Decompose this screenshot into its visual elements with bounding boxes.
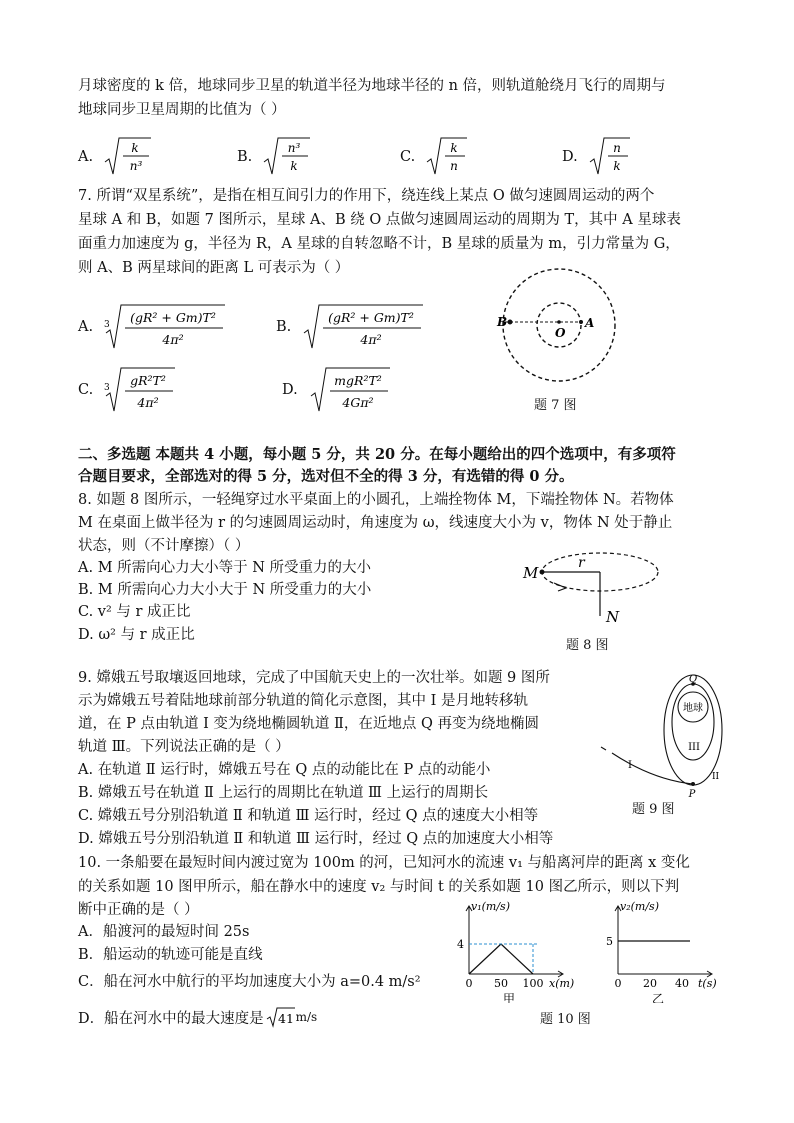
q7-option-c	[78, 366, 179, 414]
y-axis-label: v₂(m/s)	[620, 900, 659, 913]
q9-option-d: D. 嫦娥五号分别沿轨道 Ⅱ 和轨道 Ⅲ 运行时，经过 Q 点的加速度大小相等	[78, 831, 554, 847]
y-tick-label: 4	[457, 938, 464, 951]
q7-option-d-formula	[308, 366, 394, 414]
formula-den: 4π²	[137, 395, 159, 410]
label-ii: II	[712, 772, 720, 782]
formula-den: k	[290, 159, 298, 173]
x-axis-label: x(m)	[549, 977, 575, 990]
figure-10-chart-yi	[600, 898, 725, 1003]
option-letter: B.	[276, 319, 292, 335]
figure-7-caption: 题 7 图	[534, 398, 577, 413]
q7-line-2: 星球 A 和 B，如题 7 图所示，星球 A、B 绕 O 点做匀速圆周运动的周期为 T，其中 A 星球表	[78, 212, 681, 228]
q6-option-d-formula	[588, 136, 634, 178]
q6-option-b-formula	[262, 136, 312, 178]
q8-line-3: 状态，则（不计摩擦）（ ）	[78, 538, 250, 554]
q7-option-a-formula	[103, 303, 228, 351]
label-q: Q	[688, 674, 698, 685]
label-a: A	[585, 316, 595, 330]
q9-option-b: B. 嫦娥五号在轨道 Ⅱ 上运行的周期比在轨道 Ⅲ 上运行的周期长	[78, 785, 489, 801]
q8-line-2: M 在桌面上做半径为 r 的匀速圆周运动时，角速度为 ω，线速度大小为 v，物体 N 处于静止	[78, 515, 673, 531]
label-m: M	[523, 564, 539, 582]
label-iii: III	[688, 742, 700, 753]
label-b: B	[497, 315, 508, 329]
formula-den: 4π²	[162, 332, 184, 347]
option-letter: A.	[78, 319, 94, 335]
formula-den: k	[613, 159, 621, 173]
q6-option-a-formula	[103, 136, 153, 178]
orbit-i-dash	[601, 747, 606, 750]
formula-num: k	[450, 141, 458, 155]
formula-num: (gR² + Gm)T²	[130, 310, 216, 325]
star-b-point	[508, 320, 513, 325]
x-tick-label: 0	[465, 977, 473, 990]
x-tick-label: 0	[614, 977, 622, 990]
motion-arrow-icon	[554, 583, 566, 591]
q7-option-b	[276, 303, 426, 351]
q6-option-b	[237, 136, 312, 178]
figure-10-caption: 题 10 图	[540, 1012, 591, 1027]
x-tick-label: 20	[643, 977, 657, 990]
x-tick-label: 40	[675, 977, 689, 990]
center-o-point	[557, 320, 561, 324]
q7-option-d	[282, 366, 394, 414]
q8-option-b: B. M 所需向心力大小大于 N 所受重力的大小	[78, 582, 372, 598]
y-axis-label: v₁(m/s)	[471, 900, 510, 913]
q7-line-4: 则 A、B 两星球间的距离 L 可表示为（ ）	[78, 260, 350, 276]
option-letter: C.	[78, 382, 94, 398]
q9-option-a: A. 在轨道 Ⅱ 运行时，嫦娥五号在 Q 点的动能比在 P 点的动能小	[78, 762, 491, 778]
q9-line-3: 道，在 P 点由轨道 I 变为绕地椭圆轨道 Ⅱ，在近地点 Q 再变为绕地椭圆	[78, 716, 539, 732]
label-p: P	[688, 789, 696, 800]
label-n: N	[606, 608, 620, 626]
figure-7-binary-star	[495, 262, 625, 392]
chart-title: 乙	[651, 992, 665, 1003]
label-o: O	[555, 326, 566, 340]
sqrt-41-formula	[266, 1006, 296, 1028]
q6-option-a	[78, 136, 153, 178]
formula-den: n³	[129, 159, 143, 173]
option-letter: B.	[237, 149, 253, 165]
y-tick-label: 5	[606, 935, 613, 948]
x-tick-label: 50	[494, 977, 508, 990]
option-letter: D.	[562, 149, 578, 165]
x-tick-label: 100	[522, 977, 544, 990]
chart-title: 甲	[502, 992, 516, 1003]
q7-line-3: 面重力加速度为 g，半径为 R，A 星球的自转忽略不计，B 星球的质量为 m，引力常量为 G，	[78, 236, 680, 252]
q9-line-4: 轨道 Ⅲ。下列说法正确的是（ ）	[78, 739, 290, 755]
q6-option-c	[400, 136, 471, 178]
label-earth: 地球	[683, 703, 703, 714]
formula-den: n	[450, 159, 459, 173]
q8-option-a: A. M 所需向心力大小等于 N 所受重力的大小	[78, 560, 372, 576]
q9-option-c: C. 嫦娥五号分别沿轨道 Ⅱ 和轨道 Ⅲ 运行时，经过 Q 点的速度大小相等	[78, 808, 539, 824]
figure-8-rope-circle	[518, 548, 668, 628]
q10-option-d-unit: m/s	[295, 1010, 318, 1024]
figure-8-caption: 题 8 图	[566, 638, 609, 653]
q8-line-1: 8. 如题 8 图所示，一轻绳穿过水平桌面上的小圆孔，上端拴物体 M，下端拴物体 N。若物体	[78, 492, 674, 508]
q9-line-1: 9. 嫦娥五号取壤返回地球，完成了中国航天史上的一次壮举。如题 9 图所	[78, 670, 550, 686]
sqrt-radicand: 41	[277, 1011, 294, 1026]
q10-line-3: 断中正确的是（ ）	[78, 902, 199, 918]
q10-option-c: C．船在河水中航行的平均加速度大小为 a=0.4 m/s²	[78, 974, 421, 990]
q6-line-2: 地球同步卫星周期的比值为（ ）	[78, 102, 286, 118]
formula-den: 4π²	[360, 332, 382, 347]
formula-num: mgR²T²	[333, 373, 382, 388]
q9-line-2: 示为嫦娥五号着陆地球前部分轨道的简化示意图，其中 I 是月地转移轨	[78, 693, 528, 709]
orbit-b	[503, 269, 615, 381]
q10-option-d-text: D．船在河水中的最大速度是	[78, 1010, 264, 1027]
option-letter: A.	[78, 149, 94, 165]
formula-num: n³	[287, 141, 301, 155]
x-axis-label: t(s)	[698, 977, 717, 990]
option-letter: C.	[400, 149, 416, 165]
section-2-header-line-2: 合题目要求，全部选对的得 5 分，选对但不全的得 3 分，有选错的得 0 分。	[78, 468, 574, 485]
section-2-header-line-1: 二、多选题 本题共 4 小题，每小题 5 分，共 20 分。在每小题给出的四个选项中，有多项符	[78, 446, 676, 463]
q7-option-a	[78, 303, 228, 351]
series-line	[469, 944, 533, 974]
orbit-i	[612, 753, 693, 784]
figure-9-caption: 题 9 图	[632, 802, 675, 817]
figure-10-chart-jia	[455, 898, 600, 1003]
q10-line-1: 10. 一条船要在最短时间内渡过宽为 100m 的河，已知河水的流速 v₁ 与船离河岸的距离 x 变化	[78, 855, 690, 871]
label-i: I	[628, 760, 632, 771]
option-letter: D.	[282, 382, 298, 398]
figure-9-orbits	[598, 672, 728, 800]
q7-option-c-formula	[103, 366, 179, 414]
q6-line-1: 月球密度的 k 倍，地球同步卫星的轨道半径为地球半径的 n 倍，则轨道舱绕月飞行的周期与	[78, 78, 666, 94]
root-index: 3	[104, 383, 110, 393]
formula-den: 4Gπ²	[342, 395, 374, 410]
point-p	[691, 782, 695, 786]
star-a-point	[579, 320, 583, 324]
formula-num: gR²T²	[130, 373, 167, 388]
q10-option-d	[78, 1006, 317, 1028]
formula-num: k	[131, 141, 139, 155]
q10-line-2: 的关系如题 10 图甲所示，船在静水中的速度 v₂ 与时间 t 的关系如题 10 图乙所示，则以下判	[78, 879, 680, 895]
formula-num: n	[612, 141, 621, 155]
q7-line-1: 7. 所谓“双星系统”，是指在相互间引力的作用下，绕连线上某点 O 做匀速圆周运动的两个	[78, 188, 655, 204]
q10-option-a: A．船渡河的最短时间 25s	[78, 924, 250, 940]
root-index: 3	[104, 320, 110, 330]
q6-option-c-formula	[425, 136, 471, 178]
formula-num: (gR² + Gm)T²	[328, 310, 415, 325]
q8-option-c: C. v² 与 r 成正比	[78, 604, 191, 620]
q8-option-d: D. ω² 与 r 成正比	[78, 627, 195, 643]
label-r: r	[578, 555, 585, 571]
orbit-a	[537, 303, 581, 347]
q7-option-b-formula	[301, 303, 426, 351]
q6-option-d	[562, 136, 634, 178]
q10-option-b: B．船运动的轨迹可能是直线	[78, 947, 263, 963]
